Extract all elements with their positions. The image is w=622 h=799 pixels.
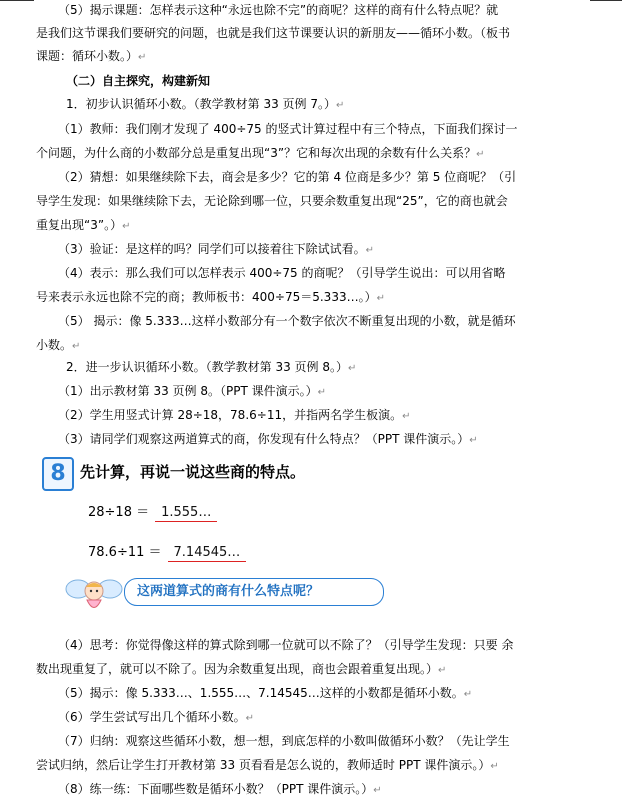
text-line: 2．进一步认识循环小数。（教学教材第 33 页例 8。）↵ (66, 360, 357, 374)
text-line: （1）教师：我们刚才发现了 400÷75 的竖式计算过程中有三个特点，下面我们探讨一 (58, 122, 518, 136)
text-line: 1．初步认识循环小数。（教学教材第 33 页例 7。）↵ (66, 97, 345, 111)
text-line: （2）猜想：如果继续除下去，商会是多少？它的第 4 位商是多少？第 5 位商呢？（引 (58, 170, 517, 184)
calc-1: 28÷18 ＝ 1.555… (88, 501, 217, 522)
textbook-example-image (36, 455, 456, 615)
text-line: （8）练一练：下面哪些数是循环小数？（PPT 课件演示。）↵ (58, 782, 382, 796)
example-title: 先计算，再说一说这些商的特点。 (80, 463, 306, 481)
text-line: 小数。↵ (36, 338, 81, 352)
text-line: （6）学生尝试写出几个循环小数。↵ (58, 710, 255, 724)
page-top-rule (0, 0, 622, 1)
text-line: （5）揭示课题：怎样表示这种“永远也除不完”的商呢？这样的商有什么特点呢？就 (58, 3, 499, 17)
text-line: 是我们这节课我们要研究的问题，也就是我们这节课要认识的新朋友——循环小数。（板书 (36, 26, 511, 40)
text-line: （7）归纳：观察这些循环小数，想一想，到底怎样的小数叫做循环小数？（先让学生 (58, 734, 510, 748)
text-line: 号来表示永远也除不完的商；教师板书：400÷75＝5.333…。）↵ (36, 290, 385, 304)
text-line: 重复出现“3”。）↵ (36, 218, 131, 232)
text-line: （4）表示：那么我们可以怎样表示 400÷75 的商呢？（引导学生说出：可以用省略 (58, 266, 506, 280)
section-heading: （二）自主探究，构建新知 (66, 74, 211, 88)
text-line: （5） 揭示：像 5.333…这样小数部分有一个数字依次不断重复出现的小数，就是循环 (58, 314, 516, 328)
text-line: 课题：循环小数。）↵ (36, 49, 147, 63)
text-line: 尝试归纳，然后让学生打开教材第 33 页看看是怎么说的，教师适时 PPT 课件演示。）↵ (36, 758, 499, 772)
text-line: （1）出示教材第 33 页例 8。（PPT 课件演示。）↵ (58, 384, 326, 398)
text-line: 数出现重复了，就可以不除了。因为余数重复出现，商也会跟着重复出现。）↵ (36, 662, 447, 676)
text-line: （3）验证：是这样的吗？同学们可以接着往下除试试看。↵ (58, 242, 375, 256)
text-line: （3）请同学们观察这两道算式的商，你发现有什么特点？（PPT 课件演示。）↵ (58, 432, 478, 446)
text-line: （2）学生用竖式计算 28÷18，78.6÷11，并指两名学生板演。↵ (58, 408, 411, 422)
text-line: 个问题，为什么商的小数部分总是重复出现“3”？它和每次出现的余数有什么关系？↵ (36, 146, 485, 160)
example-number-badge: 8 (42, 457, 74, 491)
text-line: 导学生发现：如果继续除下去，无论除到哪一位，只要余数重复出现“25”，它的商也就会 (36, 194, 508, 208)
speech-bubble: 这两道算式的商有什么特点呢？ (124, 578, 384, 606)
calc-2: 78.6÷11 ＝ 7.14545… (88, 541, 246, 562)
text-line: （5）揭示：像 5.333…、1.555…、7.14545…这样的小数都是循环小数。↵ (58, 686, 473, 700)
text-line: （4）思考：你觉得像这样的算式除到哪一位就可以不除了？（引导学生发现：只要 余 (58, 638, 514, 652)
angel-icon (64, 573, 124, 617)
